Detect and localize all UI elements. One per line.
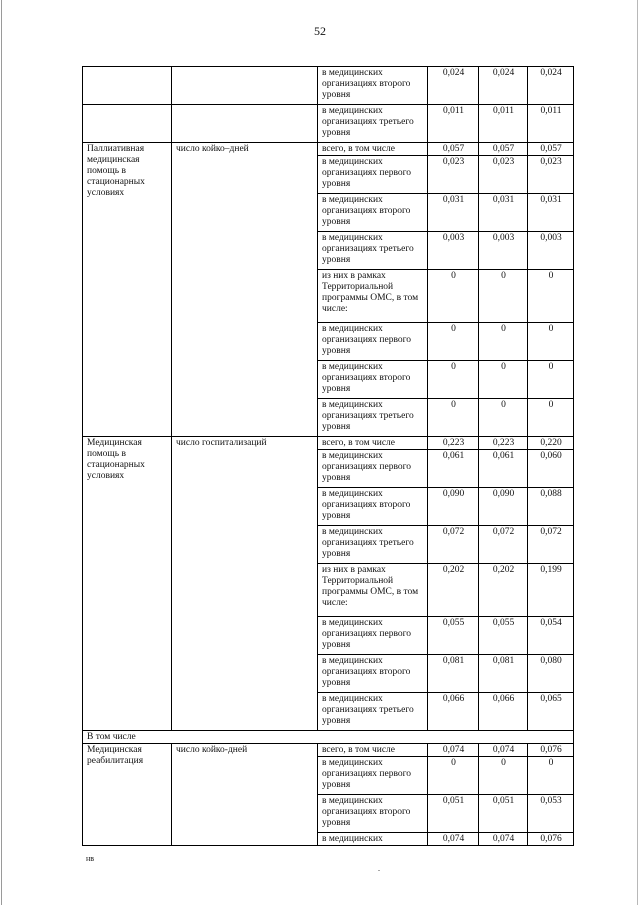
value-cell-3: 0,023	[528, 156, 574, 194]
level-cell: из них в рамках Территориальной программы ОМС, в том числе:	[318, 564, 428, 617]
level-cell: в медицинских организациях третьего уровня	[318, 693, 428, 731]
unit-cell	[172, 105, 318, 143]
value-cell-1: 0	[428, 757, 479, 795]
value-cell-1: 0,003	[428, 232, 479, 270]
value-cell-2: 0,055	[479, 617, 528, 655]
level-cell: в медицинских организациях первого уровня	[318, 156, 428, 194]
value-cell-1: 0	[428, 361, 479, 399]
value-cell-3: 0,053	[528, 795, 574, 833]
level-cell: в медицинских организациях третьего уровня	[318, 526, 428, 564]
data-table	[82, 66, 574, 846]
value-cell-3: 0,076	[528, 744, 574, 757]
footer-dot: .	[378, 864, 380, 873]
level-cell: в медицинских организациях первого уровня	[318, 757, 428, 795]
care-type-cell	[83, 67, 172, 105]
footer-mark: нв	[86, 854, 95, 863]
value-cell-2: 0,011	[479, 105, 528, 143]
value-cell-2: 0,202	[479, 564, 528, 617]
value-cell-3: 0,065	[528, 693, 574, 731]
unit-cell: число койко-дней	[172, 744, 318, 846]
value-cell-3: 0,080	[528, 655, 574, 693]
care-type-cell: Медицинская помощь в стационарных условиях	[83, 437, 172, 731]
value-cell-3: 0,076	[528, 833, 574, 846]
value-cell-3: 0,024	[528, 67, 574, 105]
value-cell-2: 0,081	[479, 655, 528, 693]
unit-cell	[172, 67, 318, 105]
level-cell: в медицинских организациях первого уровня	[318, 617, 428, 655]
value-cell-1: 0	[428, 323, 479, 361]
value-cell-1: 0,051	[428, 795, 479, 833]
level-cell: всего, в том числе	[318, 744, 428, 757]
table-body	[83, 67, 574, 846]
level-cell: всего, в том числе	[318, 437, 428, 450]
value-cell-2: 0,066	[479, 693, 528, 731]
value-cell-3: 0,011	[528, 105, 574, 143]
value-cell-1: 0,223	[428, 437, 479, 450]
value-cell-2: 0,023	[479, 156, 528, 194]
value-cell-3: 0,199	[528, 564, 574, 617]
value-cell-1: 0,024	[428, 67, 479, 105]
value-cell-3: 0,057	[528, 143, 574, 156]
value-cell-2: 0	[479, 399, 528, 437]
value-cell-2: 0,223	[479, 437, 528, 450]
value-cell-1: 0,061	[428, 450, 479, 488]
level-cell: в медицинских организациях первого уровня	[318, 450, 428, 488]
table-row	[83, 744, 574, 757]
table-row	[83, 105, 574, 143]
value-cell-2: 0	[479, 270, 528, 323]
care-type-cell: Медицинская реабилитация	[83, 744, 172, 846]
level-cell: всего, в том числе	[318, 143, 428, 156]
value-cell-3: 0	[528, 323, 574, 361]
value-cell-3: 0,088	[528, 488, 574, 526]
value-cell-1: 0	[428, 270, 479, 323]
value-cell-2: 0,074	[479, 744, 528, 757]
level-cell: в медицинских организациях второго уровня	[318, 194, 428, 232]
value-cell-3: 0,031	[528, 194, 574, 232]
level-cell: в медицинских организациях третьего уровня	[318, 232, 428, 270]
value-cell-2: 0	[479, 757, 528, 795]
value-cell-2: 0,031	[479, 194, 528, 232]
page-number: 52	[314, 24, 326, 38]
value-cell-1: 0,031	[428, 194, 479, 232]
level-cell: в медицинских организациях третьего уровня	[318, 105, 428, 143]
value-cell-2: 0	[479, 323, 528, 361]
value-cell-1: 0,072	[428, 526, 479, 564]
value-cell-1: 0,074	[428, 833, 479, 846]
value-cell-1: 0,074	[428, 744, 479, 757]
value-cell-1: 0,055	[428, 617, 479, 655]
value-cell-3: 0,003	[528, 232, 574, 270]
section-label: В том числе	[83, 731, 574, 744]
table-row	[83, 437, 574, 450]
value-cell-1: 0,023	[428, 156, 479, 194]
value-cell-1: 0,081	[428, 655, 479, 693]
value-cell-1: 0,090	[428, 488, 479, 526]
value-cell-3: 0	[528, 399, 574, 437]
value-cell-3: 0	[528, 757, 574, 795]
value-cell-2: 0,003	[479, 232, 528, 270]
value-cell-3: 0,060	[528, 450, 574, 488]
value-cell-2: 0,074	[479, 833, 528, 846]
care-type-cell	[83, 105, 172, 143]
value-cell-3: 0,072	[528, 526, 574, 564]
value-cell-1: 0,011	[428, 105, 479, 143]
care-type-cell: Паллиативная медицинская помощь в стационарных условиях	[83, 143, 172, 437]
value-cell-3: 0,054	[528, 617, 574, 655]
table-row	[83, 67, 574, 105]
unit-cell: число госпитализаций	[172, 437, 318, 731]
scan-edge-left	[1, 0, 2, 905]
table-row	[83, 143, 574, 156]
unit-cell: число койко–дней	[172, 143, 318, 437]
value-cell-1: 0,066	[428, 693, 479, 731]
value-cell-1: 0,057	[428, 143, 479, 156]
value-cell-1: 0	[428, 399, 479, 437]
level-cell: в медицинских организациях третьего уровня	[318, 399, 428, 437]
level-cell: в медицинских организациях второго уровня	[318, 67, 428, 105]
scan-edge-right	[637, 0, 638, 905]
level-cell: в медицинских организациях второго уровня	[318, 795, 428, 833]
section-row	[83, 731, 574, 744]
value-cell-3: 0,220	[528, 437, 574, 450]
level-cell: в медицинских организациях второго уровня	[318, 488, 428, 526]
value-cell-2: 0,051	[479, 795, 528, 833]
value-cell-3: 0	[528, 361, 574, 399]
level-cell: в медицинских организациях второго уровня	[318, 361, 428, 399]
value-cell-3: 0	[528, 270, 574, 323]
level-cell: в медицинских организациях второго уровня	[318, 655, 428, 693]
value-cell-2: 0,072	[479, 526, 528, 564]
value-cell-1: 0,202	[428, 564, 479, 617]
value-cell-2: 0,061	[479, 450, 528, 488]
value-cell-2: 0,024	[479, 67, 528, 105]
level-cell: в медицинских организациях первого уровня	[318, 323, 428, 361]
value-cell-2: 0,090	[479, 488, 528, 526]
level-cell: из них в рамках Территориальной программы ОМС, в том числе:	[318, 270, 428, 323]
value-cell-2: 0,057	[479, 143, 528, 156]
level-cell: в медицинских	[318, 833, 428, 846]
value-cell-2: 0	[479, 361, 528, 399]
